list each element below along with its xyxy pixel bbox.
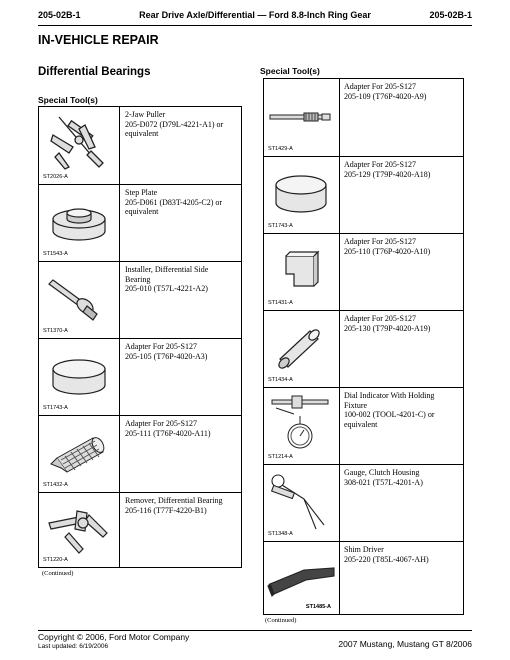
tool-image	[264, 157, 340, 233]
tool-code: ST1220-A	[43, 557, 68, 563]
tool-code: ST1348-A	[268, 531, 293, 537]
footer-last-updated: Last updated: 6/19/2006	[38, 643, 109, 650]
tool-description: Installer, Differential Side Bearing 205-010 (T57L-4221-A2)	[125, 265, 209, 294]
tool-row	[264, 541, 463, 614]
tool-row	[39, 492, 241, 567]
tool-description: Adapter For 205-S127 205-105 (T76P-4020-A3)	[125, 342, 208, 361]
tool-image	[39, 493, 120, 567]
tool-image	[39, 416, 120, 492]
tool-description: 2-Jaw Puller 205-D072 (D79L-4221-A1) or equivalent	[125, 110, 224, 139]
header-title: Rear Drive Axle/Differential — Ford 8.8-Inch Ring Gear	[139, 10, 371, 20]
tool-row	[264, 310, 463, 387]
tool-code: ST1431-A	[268, 300, 293, 306]
tool-code: ST1429-A	[268, 146, 293, 152]
tool-description: Step Plate 205-D061 (D83T-4205-C2) or equivalent	[125, 188, 223, 217]
left-special-tools-heading: Special Tool(s)	[38, 95, 98, 105]
rod-adapter-icon	[264, 79, 339, 156]
continued-note-right: (Continued)	[265, 617, 297, 624]
tool-image	[264, 79, 340, 156]
tool-description: Shim Driver 205-220 (T85L-4067-AH)	[344, 545, 429, 564]
tool-code: ST1214-A	[268, 454, 293, 460]
tool-image	[39, 185, 120, 261]
tool-image	[264, 234, 340, 310]
tool-row	[39, 415, 241, 492]
tool-description: Adapter For 205-S127 205-109 (T76P-4020-A9)	[344, 82, 427, 101]
tool-image	[39, 339, 120, 415]
tool-row	[264, 464, 463, 541]
tool-description: Gauge, Clutch Housing 308-021 (T57L-4201-A)	[344, 468, 423, 487]
tool-description: Adapter For 205-S127 205-129 (T79P-4020-A18)	[344, 160, 431, 179]
header-rule	[38, 25, 472, 26]
tool-image	[264, 542, 340, 614]
tool-row	[39, 338, 241, 415]
tool-description: Remover, Differential Bearing 205-116 (T77F-4220-B1)	[125, 496, 223, 515]
tool-row	[39, 261, 241, 338]
tool-code: ST1543-A	[43, 251, 68, 257]
header-section-number-left: 205-02B-1	[38, 10, 81, 20]
tool-image	[264, 311, 340, 387]
tool-image	[264, 388, 340, 464]
tool-row	[264, 156, 463, 233]
page-header	[38, 10, 472, 24]
tool-image	[39, 262, 120, 338]
tool-description: Adapter For 205-S127 205-111 (T76P-4020-A11)	[125, 419, 211, 438]
footer-copyright: Copyright © 2006, Ford Motor Company	[38, 632, 190, 642]
right-tools-table	[263, 78, 464, 615]
right-special-tools-heading: Special Tool(s)	[260, 66, 320, 76]
tool-code: ST1485-A	[305, 604, 331, 610]
tool-code: ST1370-A	[43, 328, 68, 334]
tool-image	[39, 107, 120, 184]
tool-code: ST1743-A	[43, 405, 68, 411]
tool-row	[264, 79, 463, 156]
tool-code: ST1434-A	[268, 377, 293, 383]
jaw-puller-icon	[39, 107, 119, 184]
subsection-title: Differential Bearings	[38, 66, 151, 78]
section-title: IN-VEHICLE REPAIR	[38, 33, 159, 47]
tool-code: ST1432-A	[43, 482, 68, 488]
tool-image	[264, 465, 340, 541]
continued-note-left: (Continued)	[42, 570, 74, 577]
tool-code: ST1743-A	[268, 223, 293, 229]
footer-vehicle: 2007 Mustang, Mustang GT 8/2006	[338, 639, 472, 649]
footer-rule	[38, 630, 472, 631]
tool-row	[264, 233, 463, 310]
tool-description: Adapter For 205-S127 205-130 (T79P-4020-A19)	[344, 314, 431, 333]
tool-description: Adapter For 205-S127 205-110 (T76P-4020-A10)	[344, 237, 431, 256]
footer-left	[38, 633, 189, 651]
left-tools-table	[38, 106, 242, 568]
tool-row	[39, 107, 241, 184]
tool-row	[264, 387, 463, 464]
tool-code: ST2026-A	[43, 174, 68, 180]
tool-row	[39, 184, 241, 261]
tool-description: Dial Indicator With Holding Fixture 100-002 (TOOL-4201-C) or equivalent	[344, 391, 435, 429]
header-section-number-right: 205-02B-1	[429, 10, 472, 20]
